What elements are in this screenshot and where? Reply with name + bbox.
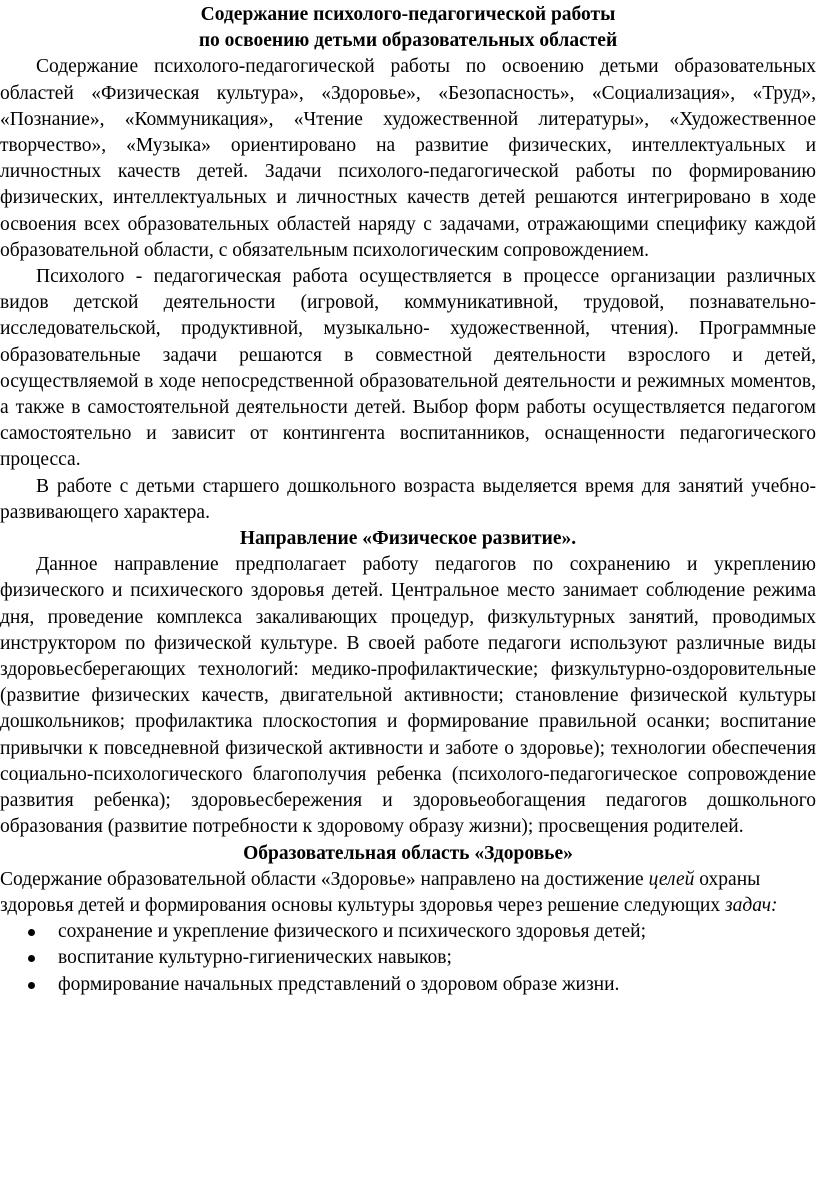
tasks-word: задач: — [724, 894, 778, 916]
goals-word: целей — [648, 868, 695, 890]
document-title — [0, 2, 816, 54]
list-item — [28, 972, 816, 998]
list-item — [28, 945, 816, 971]
health-goals-text-1: Содержание образовательной области «Здоровье» направлено на достижение — [0, 868, 649, 890]
list-item — [28, 919, 816, 945]
paragraph-physical-development: Данное направление предполагает работу педагогов по сохранению и укреплению физического и психического здоровья детей. Центральное место занимает соблюдение режима дня, проведение комплекса закаливающих процедур, физкультурных занятий, проводимых инструктором по физической культуре. В своей работе педагоги используют различные виды здоровьесберегающих технологий: медико-профилактические; физкультурно-оздоровительные (развитие физических качеств, двигательной активности; становление физической культуры дошкольников; профилактика плоскостопия и формирование правильной осанки; воспитание привычки к повседневной физической активности и заботе о здоровье); технологии обеспечения социально-психологического благополучия ребенка (психолого-педагогическое сопровождение развития ребенка); здоровьесбережения и здоровьеобогащения педагогов дошкольного образования (развитие потребности к здоровому образу жизни); просвещения родителей. — [0, 554, 816, 838]
list-item-text: формирование начальных представлений о здоровом образе жизни. — [58, 973, 620, 995]
paragraph-health-goals — [0, 867, 816, 919]
section-heading-physical-development: Направление «Физическое развитие». — [239, 528, 577, 550]
title-line-2: по освоению детьми образовательных областей — [198, 30, 618, 52]
section-heading-health: Образовательная область «Здоровье» — [243, 842, 573, 864]
paragraph-activities: Психолого - педагогическая работа осуществляется в процессе организации различных видов детской деятельности (игровой, коммуникативной, трудовой, познавательно- исследовательской, продуктивной, музыкально- художественной, чтения). Программные образовательные задачи решаются в совместной деятельности взрослого и детей, осуществляемой в ходе непосредственной образовательной деятельности и режимных моментов, а также в самостоятельной деятельности детей. Выбор форм работы осуществляется педагогом самостоятельно и зависит от контингента воспитанников, оснащенности педагогического процесса. — [0, 266, 816, 471]
health-goals-text-2: охраны здоровья детей и формирования основы культуры здоровья через решение следующих — [0, 868, 761, 916]
bullet-icon — [28, 929, 35, 936]
title-line-1: Содержание психолого-педагогической работы — [200, 4, 616, 25]
paragraph-intro: Содержание психолого-педагогической работы по освоению детьми образовательных областей «Физическая культура», «Здоровье», «Безопасность», «Социализация», «Труд», «Познание», «Коммуникация», «Чтение художественной литературы», «Художественное творчество», «Музыка» ориентировано на развитие физических, интеллектуальных и личностных качеств детей. Задачи психолого-педагогической работы по формированию физических, интеллектуальных и личностных качеств детей решаются интегрировано в ходе освоения всех образовательных областей наряду с задачами, отражающими специфику каждой образовательной области, с обязательным психологическим сопровождением. — [0, 56, 816, 261]
list-item-text: сохранение и укрепление физического и психического здоровья детей; — [58, 921, 646, 943]
tasks-list — [0, 919, 816, 998]
bullet-icon — [28, 955, 35, 962]
bullet-icon — [28, 982, 35, 989]
list-item-text: воспитание культурно-гигиенических навыков; — [58, 947, 452, 969]
paragraph-senior-age: В работе с детьми старшего дошкольного возраста выделяется время для занятий учебно-развивающего характера. — [0, 475, 816, 523]
